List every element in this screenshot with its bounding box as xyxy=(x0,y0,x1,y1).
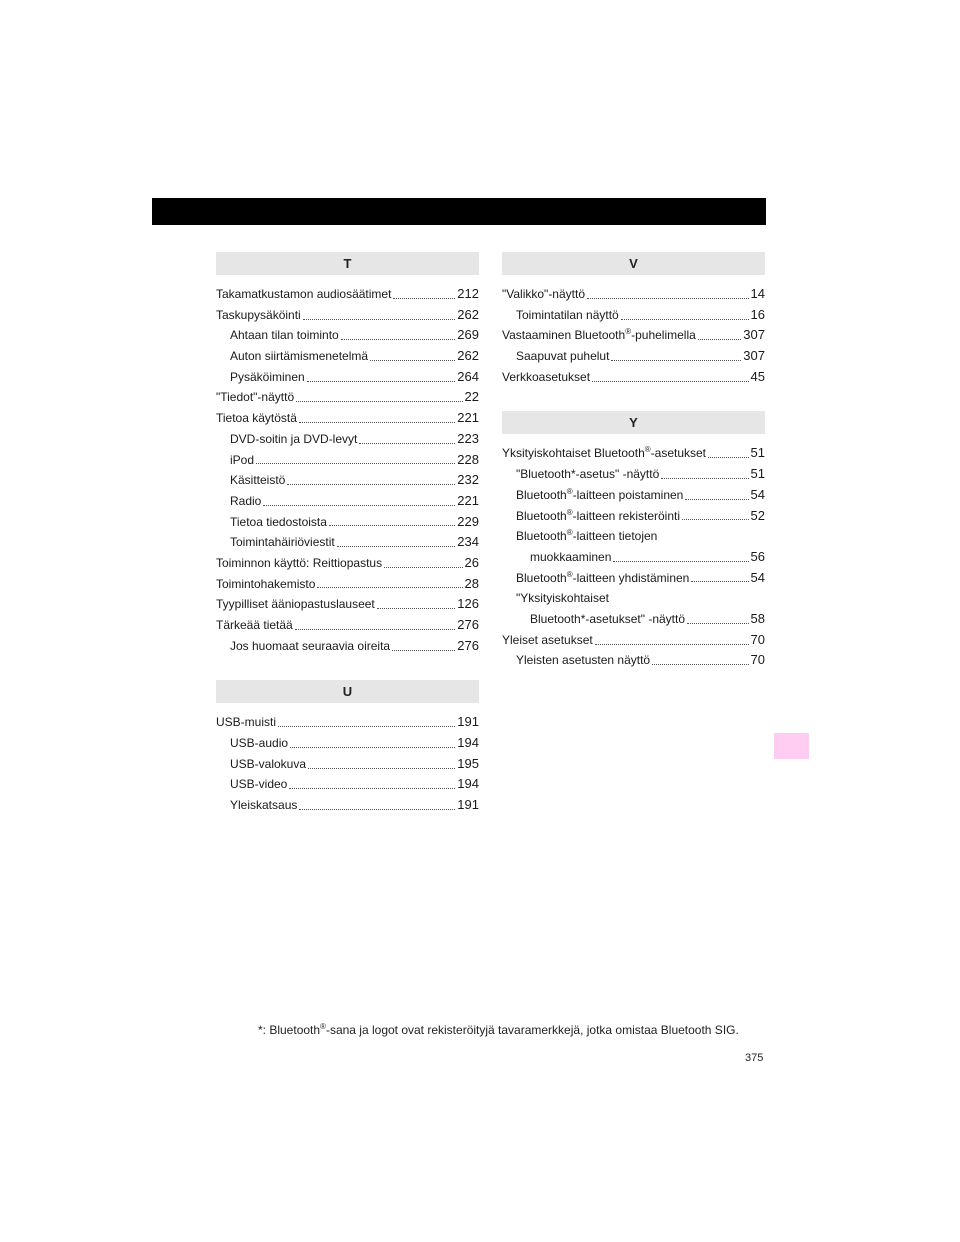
index-column-left xyxy=(216,252,479,816)
index-entry: Vastaaminen Bluetooth®-puhelimella 307 xyxy=(502,327,765,343)
index-entry: Toiminnon käyttö: Reittiopastus 26 xyxy=(216,554,479,570)
index-subentry: DVD-soitin ja DVD-levyt 223 xyxy=(230,430,479,446)
index-subentry: Radio 221 xyxy=(230,492,479,508)
index-subentry: USB-valokuva 195 xyxy=(230,755,479,771)
section-header-u: U xyxy=(216,680,479,703)
section-header-t: T xyxy=(216,252,479,275)
index-subentry: Yleisten asetusten näyttö 70 xyxy=(516,652,765,668)
index-subentry: Pysäköiminen 264 xyxy=(230,368,479,384)
index-entry: Tietoa käytöstä 221 xyxy=(216,410,479,426)
index-entry: Toimintohakemisto 28 xyxy=(216,575,479,591)
index-entry: Takamatkustamon audiosäätimet 212 xyxy=(216,286,479,301)
index-subentry: USB-audio 194 xyxy=(230,735,479,751)
index-subentry: Toimintatilan näyttö 16 xyxy=(516,306,765,322)
page-number: 375 xyxy=(745,1052,764,1064)
index-subentry: Yleiskatsaus 191 xyxy=(230,797,479,813)
index-entry: Yleiset asetukset 70 xyxy=(502,631,765,647)
index-subentry: Toimintahäiriöviestit 234 xyxy=(230,534,479,550)
index-entry: USB-muisti 191 xyxy=(216,714,479,730)
index-side-tab xyxy=(774,733,809,759)
index-entry: Tyypilliset ääniopastuslauseet 126 xyxy=(216,596,479,612)
index-subentry: iPod 228 xyxy=(230,451,479,467)
index-entry: Yksityiskohtaiset Bluetooth®-asetukset 51 xyxy=(502,445,765,461)
index-subentry: Ahtaan tilan toiminto 269 xyxy=(230,327,479,343)
index-subentry: Bluetooth®-laitteen tietojen muokkaaminen 56 xyxy=(516,528,765,564)
index-column-right xyxy=(502,252,765,671)
index-subentry: Saapuvat puhelut 307 xyxy=(516,348,765,364)
index-subentry: Bluetooth®-laitteen poistaminen 54 xyxy=(516,486,765,502)
index-subentry: "Bluetooth*-asetus" -näyttö 51 xyxy=(516,466,765,482)
index-subentry: Bluetooth®-laitteen rekisteröinti 52 xyxy=(516,507,765,523)
index-subentry: Auton siirtämismenetelmä 262 xyxy=(230,348,479,364)
footnote: *: Bluetooth®-sana ja logot ovat rekisteröityjä tavaramerkkejä, jotka omistaa Bluetooth SIG. xyxy=(258,1022,739,1037)
index-subentry: "Yksityiskohtaiset Bluetooth*-asetukset" -näyttö 58 xyxy=(516,591,765,626)
index-entry: "Valikko"-näyttö 14 xyxy=(502,286,765,301)
index-entry: Tärkeää tietää 276 xyxy=(216,617,479,632)
index-subentry: Jos huomaat seuraavia oireita 276 xyxy=(230,637,479,653)
index-entry: "Tiedot"-näyttö 22 xyxy=(216,389,479,405)
index-subentry: Tietoa tiedostoista 229 xyxy=(230,513,479,529)
index-subentry: USB-video 194 xyxy=(230,776,479,792)
section-header-y: Y xyxy=(502,411,765,434)
index-subentry: Bluetooth®-laitteen yhdistäminen 54 xyxy=(516,569,765,585)
index-subentry: Käsitteistö 232 xyxy=(230,472,479,488)
section-header-v: V xyxy=(502,252,765,275)
top-black-bar xyxy=(152,198,766,225)
index-entry: Verkkoasetukset 45 xyxy=(502,368,765,384)
index-entry: Taskupysäköinti 262 xyxy=(216,306,479,322)
